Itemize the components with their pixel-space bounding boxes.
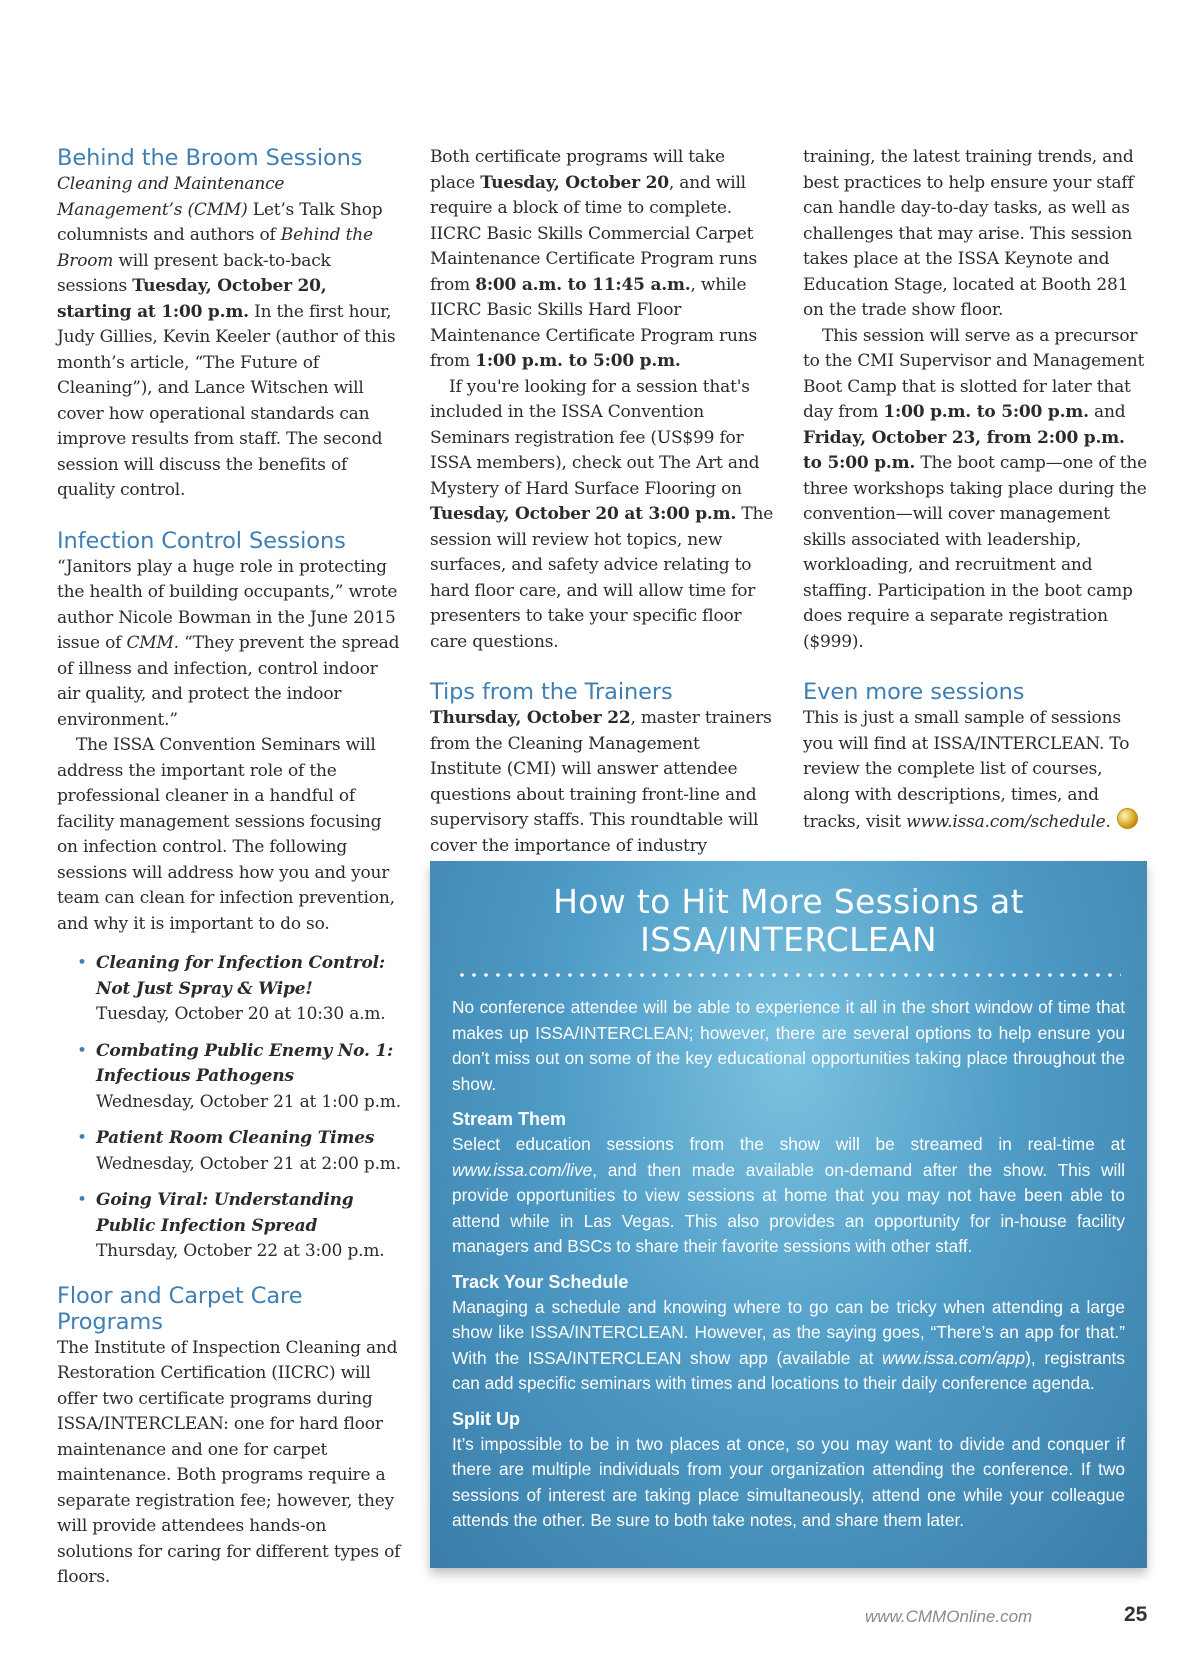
text-run: Managing a schedule and knowing where to go can be tricky when attending a large show like ISSA/INTERCLEAN. However, as the saying goes, “There’s an app for that.” With the ISSA/INTERCLEAN show app (available at <box>452 1296 1125 1368</box>
session-time: Tuesday, October 20, starting at 1:00 p.m. <box>57 276 327 322</box>
text-run: will present back-to-back sessions <box>57 250 331 296</box>
session-title: • Patient Room Cleaning Times <box>96 1128 375 1148</box>
session-time: 1:00 p.m. to 5:00 p.m. <box>475 351 681 371</box>
session-list <box>57 951 402 1265</box>
footer-website-url[interactable]: www.CMMOnline.com <box>865 1607 1033 1626</box>
session-time: 1:00 p.m. to 5:00 p.m. <box>883 402 1089 422</box>
list-item <box>77 951 402 1028</box>
live-link[interactable]: www.issa.com/live <box>452 1159 593 1180</box>
section-heading-behind-the-broom: Behind the Broom Sessions <box>57 145 363 171</box>
session-date: Tuesday, October 20 at 10:30 a.m. <box>96 1004 386 1024</box>
text-run: If you're looking for a session that's included in the ISSA Convention Seminars registration fee (US$99 for ISSA members), check out The Art and Mystery of Hard Surface Flooring on <box>430 376 760 499</box>
session-date: Thursday, October 22 <box>430 708 631 728</box>
text-run: and <box>1088 402 1126 422</box>
app-link[interactable]: www.issa.com/app <box>882 1347 1026 1368</box>
sidebar-title: How to Hit More Sessions at ISSA/INTERCLEAN <box>553 882 1024 959</box>
sidebar-split-paragraph: It’s impossible to be in two places at once, so you may want to divide and conquer if there are multiple individuals from your organization attending the conference. If two sessions of interest are taking place simultaneously, attend one while your colleague attends the other. Be sure to both take notes, and share them later. <box>452 1433 1125 1530</box>
text-run: The session will review hot topics, new surfaces, and safety advice relating to hard floor care, and will allow time for presenters to take your specific floor care questions. <box>430 504 774 652</box>
text-run: This session will serve as a precursor to the CMI Supervisor and Management Boot Camp that is slotted for later that day from <box>803 325 1145 422</box>
session-time: 8:00 a.m. to 11:45 a.m. <box>475 274 691 295</box>
session-title: • Cleaning for Infection Control: Not Just Spray & Wipe! <box>96 953 385 999</box>
text-run: This is just a small sample of sessions you will find at ISSA/INTERCLEAN. To review the complete list of courses, along with descriptions, times, and tracks, visit <box>803 708 1130 832</box>
dotted-divider <box>456 973 1121 977</box>
list-item <box>77 1126 402 1177</box>
even-more-paragraph <box>803 706 1148 836</box>
section-heading-infection-control: Infection Control Sessions <box>57 527 346 554</box>
text-run: “They prevent the spread of illness and infection, control indoor air quality, and protect the indoor environment.” <box>57 633 400 730</box>
infection-control-paragraph-2: The ISSA Convention Seminars will address the important role of the professional cleaner in a handful of facility management sessions focusing on infection control. The following sessions will address how you and your team can clean for infection prevention, and why it is important to do so. <box>57 735 395 934</box>
publication-name: Cleaning and Maintenance Management’s (CMM) <box>57 174 285 220</box>
text-run: , and then made available on-demand after the show. This will provide opportunities to view sessions at home that you may not have been able to attend while in Las Vegas. This also provides an opportunity for in-house facility managers and BSCs to share their favorite sessions with other staff. <box>452 1159 1125 1256</box>
infection-control-paragraph-1 <box>57 555 402 734</box>
text-run: Select education sessions from the show will be streamed in real-time at <box>452 1134 1125 1154</box>
sidebar-heading-stream: Stream Them <box>452 1109 567 1129</box>
sidebar-heading-track: Track Your Schedule <box>452 1271 629 1292</box>
text-run: , while IICRC Basic Skills Hard Floor Maintenance Certificate Program runs from <box>430 274 757 371</box>
sidebar-heading-split: Split Up <box>452 1408 520 1429</box>
list-item <box>77 1039 402 1116</box>
column-2 <box>430 145 775 859</box>
training-continued-paragraph: training, the latest training trends, and best practices to help ensure your staff can handle day-to-day tasks, as well as challenges that may arise. This session takes place at the ISSA Keynote and Education Stage, located at Booth 281 on the trade show floor. <box>803 147 1134 320</box>
floor-carpet-paragraph: The Institute of Inspection Cleaning and Restoration Certification (IICRC) will offer two certificate programs during ISSA/INTERCLEAN: one for hard floor maintenance and one for carpet maintenance. Both programs require a separate registration fee; however, they will provide attendees hands-on solutions for caring for different types of floors. <box>57 1337 401 1587</box>
list-item <box>77 1188 402 1265</box>
column-1 <box>57 145 402 1591</box>
end-of-article-icon <box>1117 808 1138 829</box>
publication-name: CMM. <box>126 633 179 653</box>
sidebar-box <box>430 861 1147 1568</box>
session-time: Friday, October 23, from 2:00 p.m. to 5:00 p.m. <box>803 427 1125 473</box>
behind-the-broom-paragraph <box>57 172 402 504</box>
column-3 <box>803 145 1148 836</box>
session-date: Wednesday, October 21 at 1:00 p.m. <box>96 1091 401 1112</box>
session-title: • Going Viral: Understanding Public Infection Spread <box>96 1190 354 1236</box>
section-heading-even-more: Even more sessions <box>803 679 1025 705</box>
book-title: Behind the Broom <box>57 225 373 271</box>
text-run: The boot camp—one of the three workshops taking place during the convention—will cover management skills associated with leadership, workloading, and recruitment and staffing. Participation in the boot camp does require a separate registration ($999). <box>803 453 1147 652</box>
sidebar-intro: No conference attendee will be able to experience it all in the short window of time that makes up ISSA/INTERCLEAN; however, there are several options to help ensure you don’t miss out on some of the key educational opportunities taking place throughout the show. <box>452 997 1125 1094</box>
page-number: 25 <box>1124 1603 1148 1626</box>
text-run: Both certificate programs will take place <box>430 147 725 193</box>
text-run: ), registrants can add specific seminars with times and locations to their daily conference agenda. <box>452 1347 1125 1393</box>
session-date: Tuesday, October 20 <box>480 172 669 193</box>
session-title: • Combating Public Enemy No. 1: Infectious Pathogens <box>96 1040 394 1086</box>
hard-surface-paragraph <box>430 375 775 656</box>
schedule-link[interactable]: www.issa.com/schedule. <box>906 812 1111 832</box>
text-run: , and will require a block of time to complete. IICRC Basic Skills Commercial Carpet Maintenance Certificate Program runs from <box>430 172 757 295</box>
sidebar-track-paragraph <box>452 1295 1125 1397</box>
section-heading-tips-trainers: Tips from the Trainers <box>430 679 673 705</box>
section-heading-floor-carpet: Floor and Carpet Care Programs <box>57 1282 303 1335</box>
text-run: “Janitors play a huge role in protecting the health of building occupants,” wrote author Nicole Bowman in the June 2015 issue of <box>57 556 398 653</box>
boot-camp-paragraph <box>803 324 1148 656</box>
text-run: In the first hour, Judy Gillies, Kevin Keeler (author of this month’s article, “The Future of Cleaning”), and Lance Witschen will cover how operational standards can improve results from staff. The second session will discuss the benefits of quality control. <box>57 301 396 500</box>
session-time: Tuesday, October 20 at 3:00 p.m. <box>430 504 737 524</box>
tips-trainers-paragraph <box>430 706 775 859</box>
session-date: Thursday, October 22 at 3:00 p.m. <box>96 1241 385 1261</box>
text-run: , master trainers from the Cleaning Management Institute (CMI) will answer attendee questions about training front-line and supervisory staffs. This roundtable will cover the importance of industry <box>430 708 772 856</box>
certificate-programs-paragraph <box>430 145 775 375</box>
session-date: Wednesday, October 21 at 2:00 p.m. <box>96 1153 401 1174</box>
sidebar-stream-paragraph <box>452 1132 1125 1260</box>
text-run: Let’s Talk Shop columnists and authors of <box>57 199 383 245</box>
